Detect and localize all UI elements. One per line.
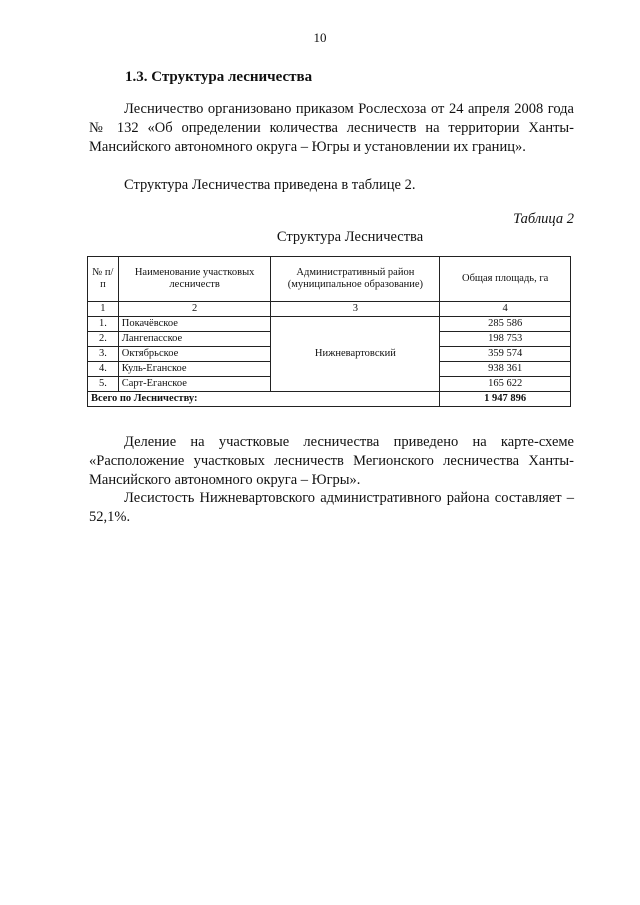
table-header-row <box>88 257 571 302</box>
row-name: Октябрьское <box>118 347 271 362</box>
total-label: Всего по Лесничеству: <box>88 392 440 407</box>
row-num: 3. <box>88 347 119 362</box>
table-total-row <box>88 392 571 407</box>
index-cell: 2 <box>118 302 271 317</box>
index-cell: 3 <box>271 302 440 317</box>
row-name: Лангепасское <box>118 332 271 347</box>
table-row <box>88 317 571 332</box>
total-value: 1 947 896 <box>440 392 571 407</box>
forestry-structure-table <box>87 256 571 407</box>
paragraph-order-info: Лесничество организовано приказом Рослесхоза от 24 апреля 2008 года № 132 «Об определении количества лесничеств на территории Ханты-Мансийского автономного округа – Югры и установлении их границ». <box>89 101 574 155</box>
row-area: 359 574 <box>440 347 571 362</box>
row-num: 1. <box>88 317 119 332</box>
row-num: 4. <box>88 362 119 377</box>
paragraph-map-reference: Деление на участковые лесничества приведено на карте-схеме «Расположение участковых лесничеств Мегионского лесничества Ханты-Мансийского автономного округа – Югры». <box>89 434 574 488</box>
header-num: № п/п <box>88 257 119 302</box>
index-cell: 1 <box>88 302 119 317</box>
district-cell: Нижневартовский <box>271 317 440 392</box>
paragraph-forest-cover: Лесистость Нижневартовского административного района составляет – 52,1%. <box>89 490 574 525</box>
header-name: Наименование участковых лесничеств <box>118 257 271 302</box>
table-label: Таблица 2 <box>513 211 574 227</box>
index-cell: 4 <box>440 302 571 317</box>
table-title: Структура Лесничества <box>276 229 424 245</box>
section-title: 1.3. Структура лесничества <box>125 69 313 85</box>
page-number: 10 <box>313 30 327 45</box>
table-index-row <box>88 302 571 317</box>
row-num: 5. <box>88 377 119 392</box>
row-area: 285 586 <box>440 317 571 332</box>
row-name: Покачёвское <box>118 317 271 332</box>
row-area: 165 622 <box>440 377 571 392</box>
row-num: 2. <box>88 332 119 347</box>
row-area: 938 361 <box>440 362 571 377</box>
row-area: 198 753 <box>440 332 571 347</box>
row-name: Куль-Еганское <box>118 362 271 377</box>
header-area: Общая площадь, га <box>440 257 571 302</box>
header-district: Административный район (муниципальное образование) <box>271 257 440 302</box>
row-name: Сарт-Еганское <box>118 377 271 392</box>
paragraph-table-reference: Структура Лесничества приведена в таблице 2. <box>124 177 416 193</box>
